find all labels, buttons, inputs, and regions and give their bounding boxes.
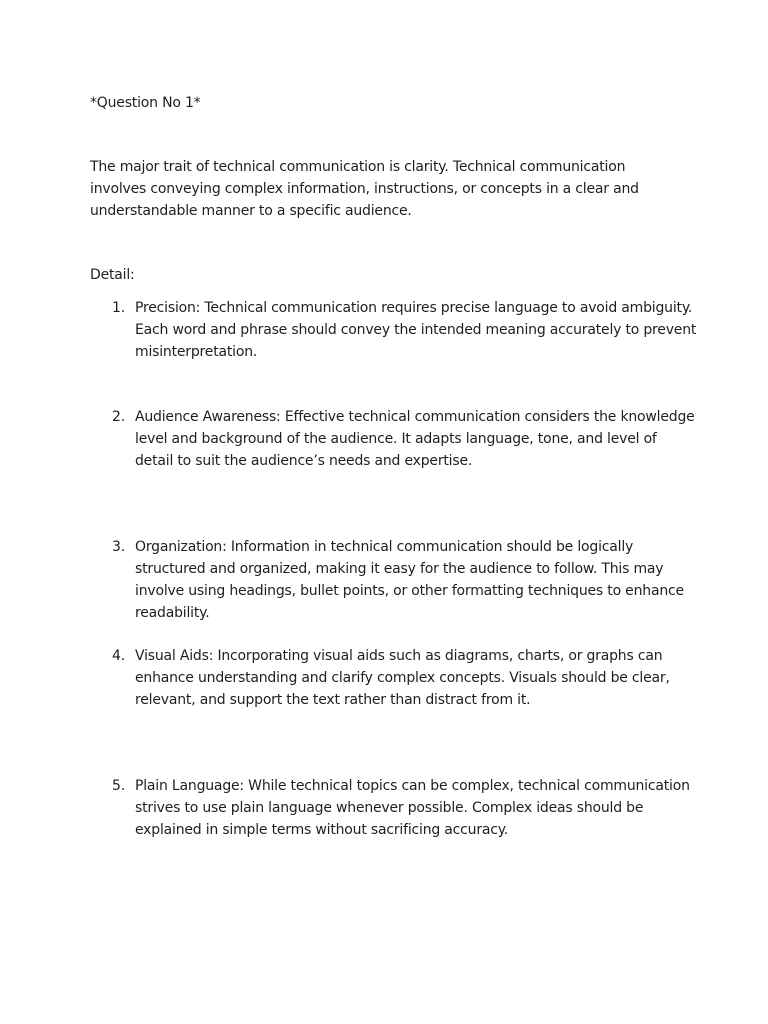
list-item-number: 2. — [112, 409, 125, 425]
list-item-number: 1. — [112, 300, 125, 316]
list-item-text: Visual Aids: Incorporating visual aids such as diagrams, charts, or graphs can enhance understanding and clarify complex concepts. Visuals should be clear, relevant, and support the text rather than distract from it. — [135, 648, 670, 708]
list-item-text: Audience Awareness: Effective technical communication considers the knowledge level and background of the audience. It adapts language, tone, and level of detail to suit the audience’s needs and expertise. — [135, 409, 695, 469]
list-item-number: 4. — [112, 648, 125, 664]
question-heading: *Question No 1* — [90, 95, 201, 111]
list-item-text: Organization: Information in technical communication should be logically structured and organized, making it easy for the audience to follow. This may involve using headings, bullet points, or other formatting techniques to enhance readability. — [135, 539, 684, 621]
list-item-number: 3. — [112, 539, 125, 555]
list-item-number: 5. — [112, 778, 125, 794]
list-item-text: Precision: Technical communication requires precise language to avoid ambiguity. Each word and phrase should convey the intended meaning accurately to prevent misinterpretation. — [135, 300, 697, 360]
detail-label: Detail: — [90, 267, 135, 283]
intro-paragraph: The major trait of technical communication is clarity. Technical communication involves conveying complex information, instructions, or concepts in a clear and understandable manner to a specific audience. — [90, 159, 639, 219]
list-item-text: Plain Language: While technical topics can be complex, technical communication strives to use plain language whenever possible. Complex ideas should be explained in simple terms without sacrificing accuracy. — [135, 778, 690, 838]
